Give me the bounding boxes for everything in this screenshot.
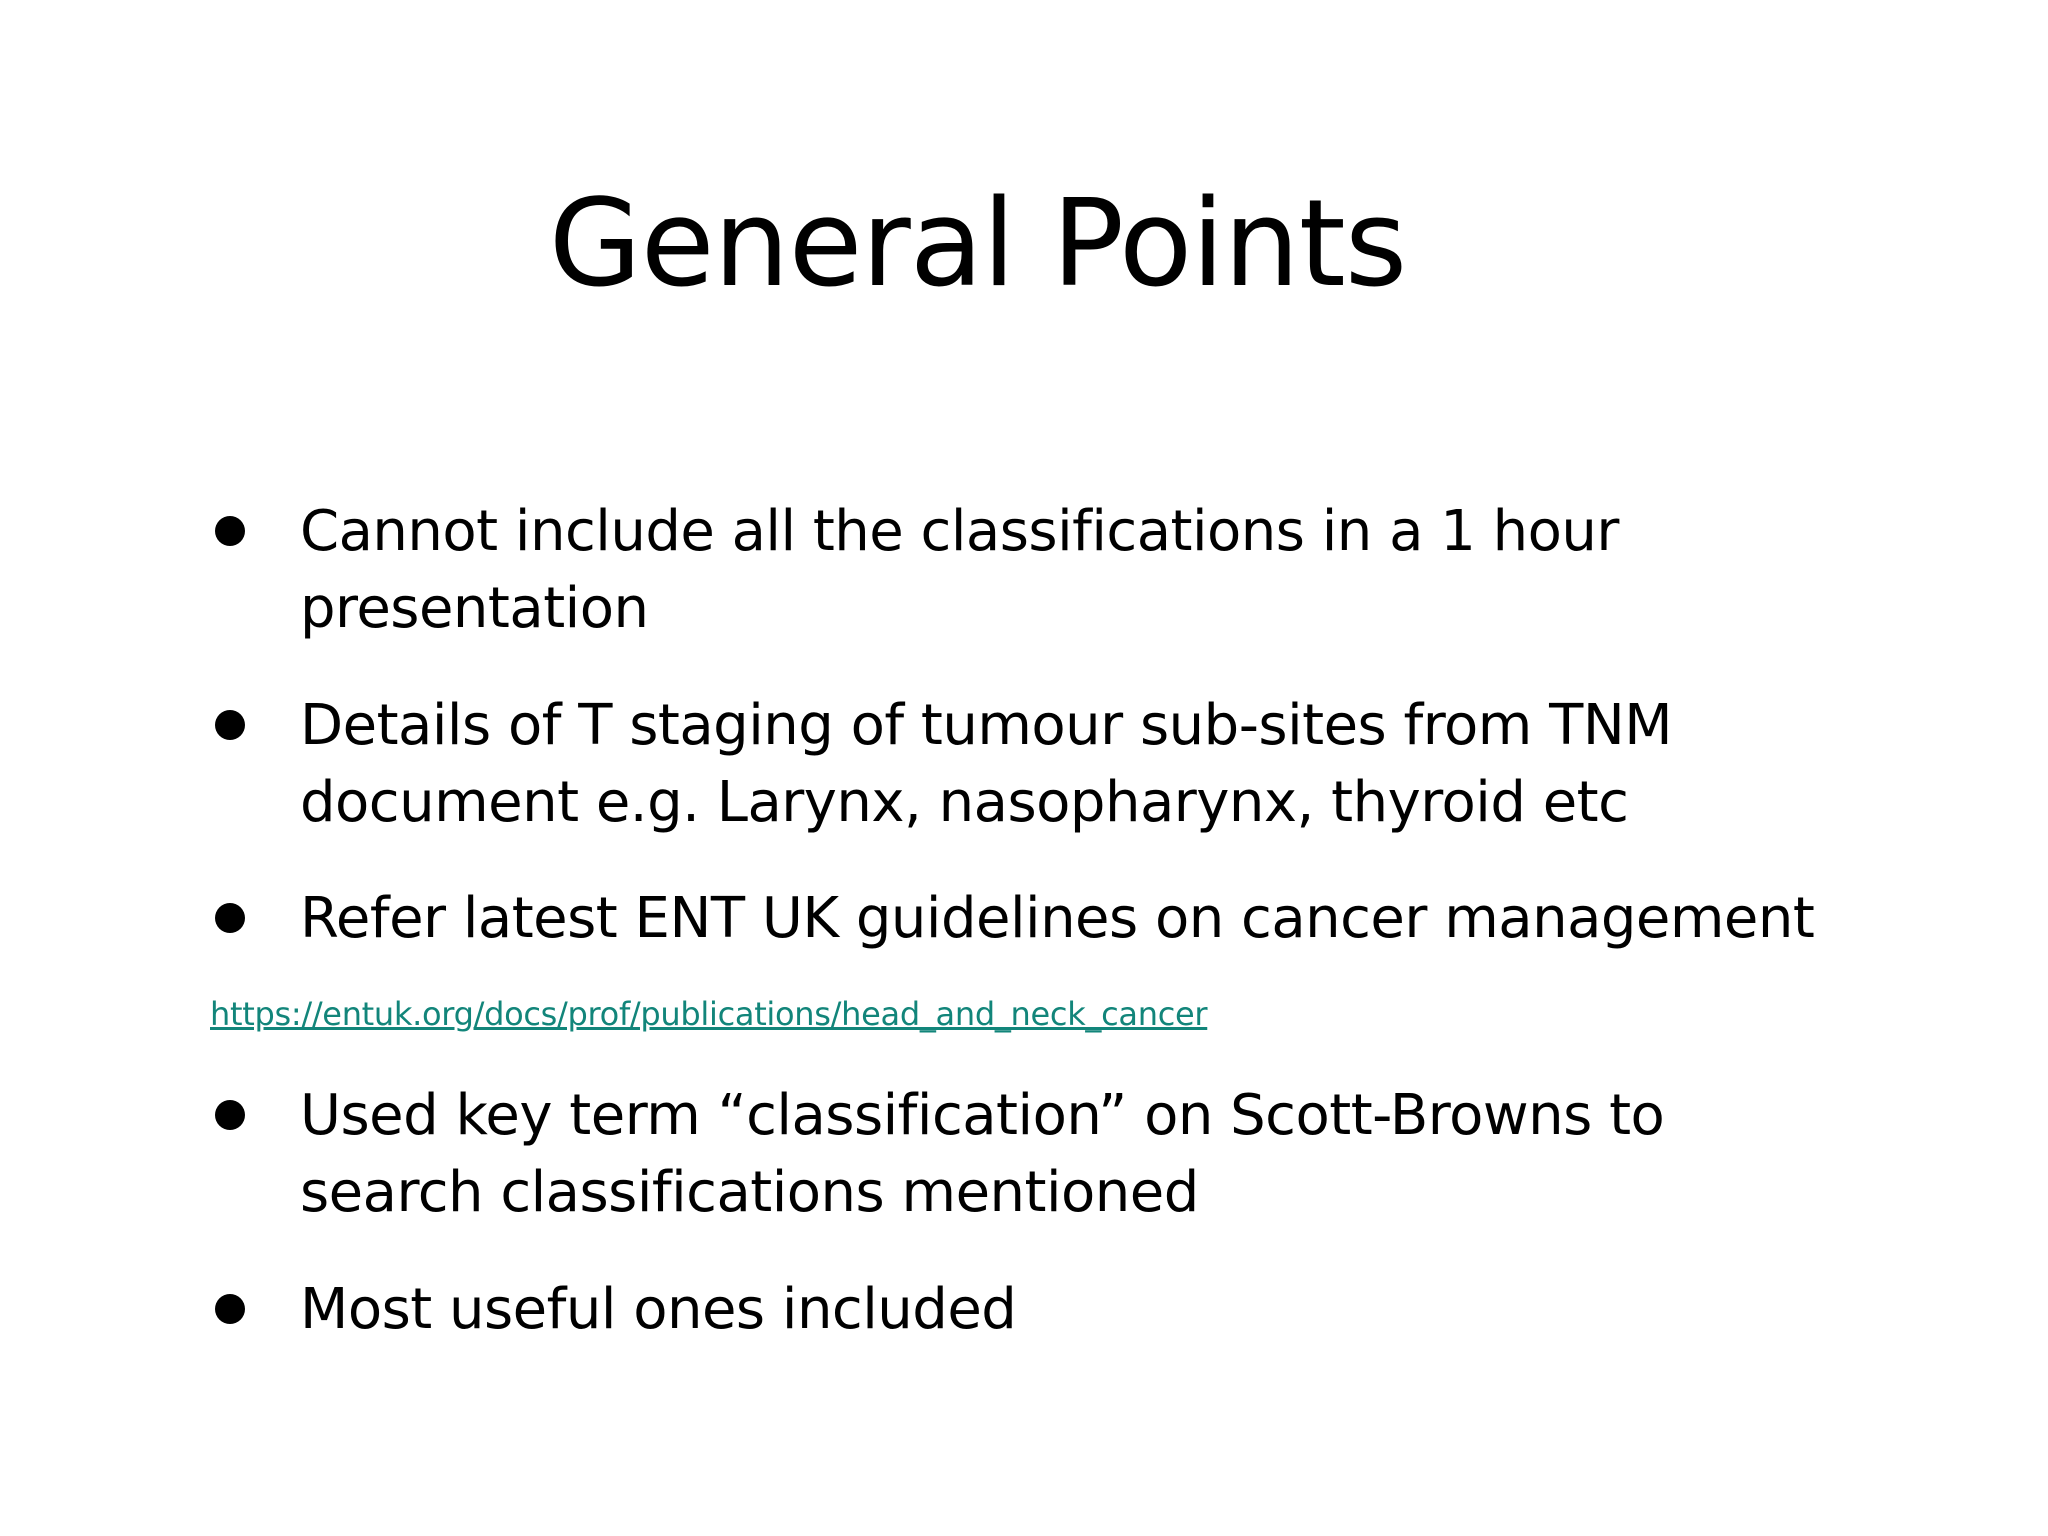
guidelines-link[interactable]: https://entuk.org/docs/prof/publications/head_and_neck_cancer — [210, 995, 1208, 1033]
bullet-icon — [215, 1294, 245, 1324]
bullet-item-1 — [300, 493, 1820, 647]
bullet-item-3 — [300, 880, 1820, 957]
bullet-item-1-line-1: Cannot include all the classifications in a 1 hour — [300, 499, 1619, 564]
bullet-item-4-line-2: search classifications mentioned — [300, 1160, 1199, 1225]
bullet-icon — [215, 903, 245, 933]
bullet-icon — [215, 516, 245, 546]
bullet-item-5-line-1: Most useful ones included — [300, 1277, 1017, 1342]
bullet-item-1-line-2: presentation — [300, 576, 649, 641]
bullet-item-4-line-1: Used key term “classification” on Scott-Browns to — [300, 1083, 1665, 1148]
slide-title: General Points — [548, 175, 1407, 314]
bullet-item-2-line-2: document e.g. Larynx, nasopharynx, thyroid etc — [300, 770, 1629, 835]
bullet-item-5 — [300, 1271, 1820, 1348]
bullet-item-2-line-1: Details of T staging of tumour sub-sites from TNM — [300, 693, 1673, 758]
bullet-icon — [215, 1100, 245, 1130]
bullet-item-4 — [300, 1077, 1820, 1231]
bullet-item-2 — [300, 687, 1820, 841]
bullet-icon — [215, 710, 245, 740]
bullet-item-3-line-1: Refer latest ENT UK guidelines on cancer management — [300, 886, 1815, 951]
